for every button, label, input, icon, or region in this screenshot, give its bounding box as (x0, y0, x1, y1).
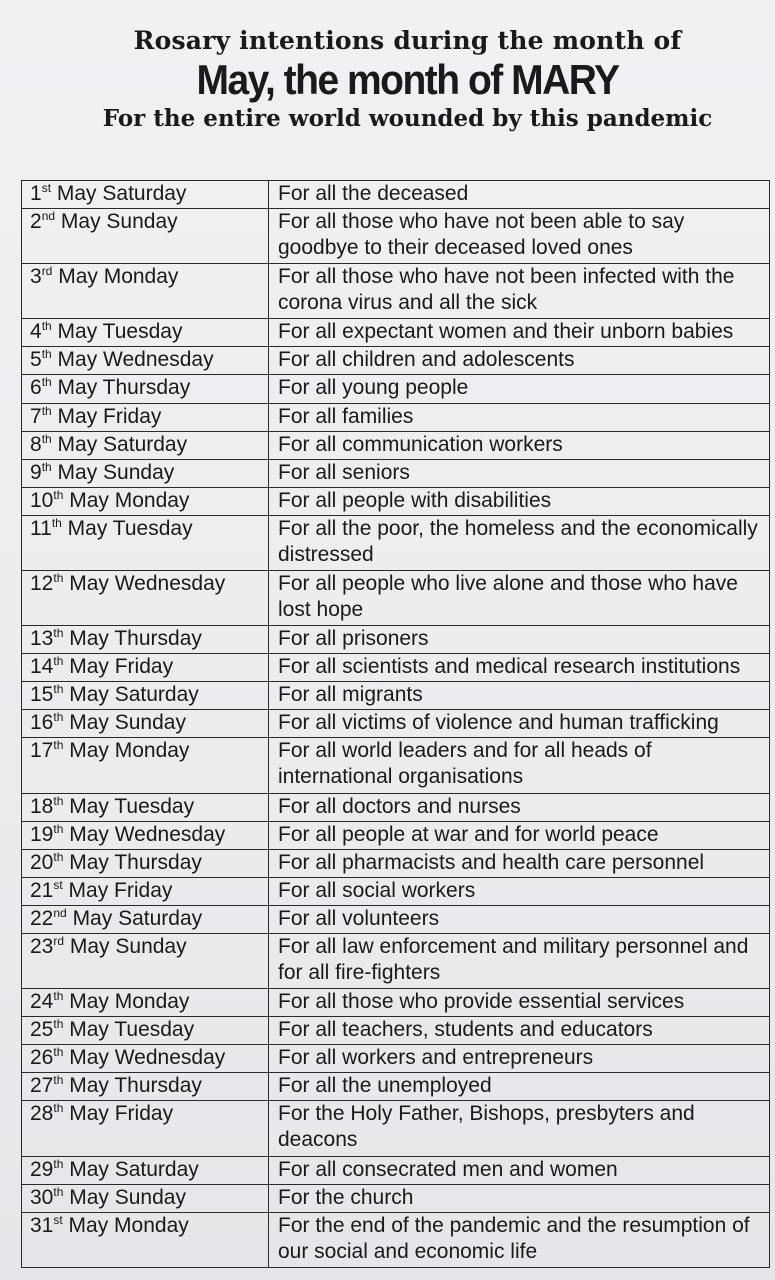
date-cell (22, 1212, 269, 1267)
intentions-table (21, 180, 770, 1268)
header-subtitle: For the entire world wounded by this pandemic (102, 105, 713, 132)
intention-cell: For all children and adolescents (269, 347, 770, 375)
table-row (22, 849, 770, 877)
day-label: May Monday (69, 990, 190, 1014)
date-cell (22, 431, 269, 459)
ordinal-suffix: th (53, 682, 64, 697)
intention-cell: For all world leaders and for all heads of international organisations (269, 738, 770, 793)
intention-cell: For all consecrated men and women (269, 1156, 770, 1184)
intention-cell: For all migrants (269, 682, 770, 710)
intention-cell: For all prisoners (269, 626, 770, 654)
date-cell (22, 209, 269, 264)
table-row (22, 209, 770, 264)
date-cell (22, 905, 269, 933)
table-row (22, 319, 770, 347)
date-cell (22, 877, 269, 905)
day-number: 27 (30, 1074, 54, 1098)
ordinal-suffix: th (41, 403, 52, 418)
day-number: 10 (30, 488, 54, 512)
day-label: May Friday (57, 404, 162, 428)
intention-cell: For all expectant women and their unborn babies (269, 319, 770, 347)
ordinal-suffix: th (53, 487, 64, 502)
table-row (22, 821, 770, 849)
intention-cell: For all communication workers (269, 431, 770, 459)
ordinal-suffix: rd (53, 933, 65, 948)
intention-cell: For all scientists and medical research institutions (269, 654, 770, 682)
ordinal-suffix: st (53, 1212, 63, 1227)
date-cell (22, 849, 269, 877)
intention-cell: For the church (269, 1184, 770, 1212)
ordinal-suffix: nd (53, 905, 67, 920)
intention-cell: For all volunteers (269, 905, 770, 933)
date-cell (22, 682, 269, 710)
day-number: 13 (30, 627, 54, 651)
date-cell (22, 933, 269, 988)
table-row (22, 989, 770, 1017)
day-label: May Monday (68, 1213, 189, 1237)
day-label: May Friday (69, 1102, 174, 1126)
table-row (22, 1017, 770, 1045)
table-row (22, 710, 770, 738)
day-label: May Tuesday (67, 516, 193, 540)
table-row (22, 793, 770, 821)
table-row (22, 1045, 770, 1073)
day-number: 20 (30, 850, 54, 874)
table-row (22, 1101, 770, 1156)
intention-cell: For all people who live alone and those who have lost hope (269, 571, 770, 626)
date-cell (22, 459, 269, 487)
day-label: May Friday (69, 655, 174, 679)
day-label: May Sunday (57, 460, 175, 484)
day-label: May Wednesday (69, 1046, 226, 1070)
ordinal-suffix: th (53, 793, 64, 808)
intention-cell: For all victims of violence and human trafficking (269, 710, 770, 738)
page-title: May, the month of MARY (196, 57, 619, 104)
date-cell (22, 1156, 269, 1184)
intention-cell: For all the unemployed (269, 1073, 770, 1101)
table-row (22, 403, 770, 431)
day-label: May Wednesday (69, 572, 226, 595)
date-cell (22, 264, 269, 319)
day-label: May Tuesday (69, 794, 195, 818)
day-number: 14 (30, 655, 54, 679)
day-number: 18 (30, 794, 54, 818)
table-row (22, 933, 770, 988)
table-row (22, 1073, 770, 1101)
table-row (22, 375, 770, 403)
intention-cell: For all people at war and for world peace (269, 821, 770, 849)
date-cell (22, 1017, 269, 1045)
day-label: May Monday (58, 265, 179, 289)
intention-cell: For all workers and entrepreneurs (269, 1045, 770, 1073)
day-number: 19 (30, 822, 54, 846)
date-cell (22, 347, 269, 375)
day-label: May Wednesday (57, 348, 214, 372)
date-cell (22, 821, 269, 849)
day-number: 9 (30, 460, 42, 484)
day-label: May Thursday (57, 376, 191, 400)
date-cell (22, 375, 269, 403)
date-cell (22, 515, 269, 570)
table-row (22, 626, 770, 654)
day-label: May Tuesday (57, 320, 183, 344)
ordinal-suffix: th (53, 710, 64, 725)
day-label: May Saturday (69, 683, 199, 707)
date-cell (22, 319, 269, 347)
day-number: 26 (30, 1046, 54, 1070)
intention-cell: For all teachers, students and educators (269, 1017, 770, 1045)
ordinal-suffix: th (53, 1073, 64, 1088)
ordinal-suffix: th (41, 375, 52, 390)
date-cell (22, 181, 269, 209)
ordinal-suffix: th (53, 738, 64, 753)
day-number: 6 (30, 376, 42, 400)
table-row (22, 264, 770, 319)
day-label: May Thursday (69, 850, 202, 874)
table-row (22, 1212, 770, 1267)
date-cell (22, 1045, 269, 1073)
table-row (22, 682, 770, 710)
ordinal-suffix: th (53, 989, 64, 1004)
intention-cell: For all pharmacists and health care personnel (269, 849, 770, 877)
ordinal-suffix: th (53, 654, 64, 669)
document-header (0, 26, 775, 132)
table-row (22, 347, 770, 375)
intention-cell: For all people with disabilities (269, 487, 770, 515)
date-cell (22, 738, 269, 793)
ordinal-suffix: st (53, 877, 63, 892)
intention-cell: For all law enforcement and military personnel and for all fire-fighters (269, 933, 770, 988)
day-number: 5 (30, 348, 42, 372)
day-number: 23 (30, 934, 54, 958)
day-label: May Sunday (69, 1185, 186, 1209)
intention-cell: For all those who have not been able to say goodbye to their deceased loved ones (269, 209, 770, 264)
day-number: 30 (30, 1185, 54, 1209)
day-label: May Tuesday (69, 1018, 195, 1042)
day-number: 24 (30, 990, 54, 1014)
ordinal-suffix: nd (41, 209, 56, 224)
table-row (22, 654, 770, 682)
ordinal-suffix: th (53, 1017, 64, 1032)
ordinal-suffix: th (53, 1184, 64, 1199)
day-label: May Saturday (56, 182, 187, 205)
day-number: 16 (30, 711, 54, 735)
table-row (22, 487, 770, 515)
day-number: 17 (30, 739, 54, 763)
table-row (22, 738, 770, 793)
day-label: May Thursday (69, 1074, 202, 1098)
intention-cell: For all families (269, 403, 770, 431)
day-number: 28 (30, 1102, 54, 1126)
day-number: 1 (30, 182, 42, 205)
day-number: 31 (30, 1213, 54, 1237)
table-row (22, 571, 770, 626)
date-cell (22, 571, 269, 626)
table-row (22, 431, 770, 459)
date-cell (22, 793, 269, 821)
ordinal-suffix: th (41, 459, 52, 474)
intention-cell: For the Holy Father, Bishops, presbyters and deacons (269, 1101, 770, 1156)
intentions-table-body (22, 181, 770, 1268)
ordinal-suffix: st (41, 181, 52, 195)
intention-cell: For all seniors (269, 459, 770, 487)
ordinal-suffix: th (53, 1045, 64, 1060)
day-label: May Thursday (69, 627, 202, 651)
intention-cell: For all social workers (269, 877, 770, 905)
table-row (22, 1156, 770, 1184)
table-row (22, 1184, 770, 1212)
date-cell (22, 403, 269, 431)
intention-cell: For all the deceased (269, 181, 770, 209)
day-number: 25 (30, 1018, 54, 1042)
ordinal-suffix: rd (41, 264, 53, 279)
ordinal-suffix: th (53, 626, 64, 641)
day-number: 22 (30, 906, 54, 930)
day-label: May Sunday (60, 210, 178, 234)
ordinal-suffix: th (53, 1156, 64, 1171)
intention-cell: For all doctors and nurses (269, 793, 770, 821)
ordinal-suffix: th (41, 319, 52, 334)
table-row (22, 459, 770, 487)
day-label: May Saturday (72, 906, 203, 930)
date-cell (22, 1073, 269, 1101)
day-label: May Sunday (69, 934, 187, 958)
table-row (22, 181, 770, 209)
date-cell (22, 626, 269, 654)
day-label: May Saturday (57, 432, 188, 456)
ordinal-suffix: th (53, 571, 64, 585)
intention-cell: For all young people (269, 375, 770, 403)
intention-cell: For the end of the pandemic and the resumption of our social and economic life (269, 1212, 770, 1267)
date-cell (22, 1184, 269, 1212)
day-label: May Monday (69, 739, 190, 763)
date-cell (22, 989, 269, 1017)
date-cell (22, 710, 269, 738)
ordinal-suffix: th (53, 849, 64, 864)
day-number: 4 (30, 320, 42, 344)
intention-cell: For all the poor, the homeless and the economically distressed (269, 515, 770, 570)
day-label: May Saturday (69, 1157, 199, 1181)
day-label: May Sunday (69, 711, 186, 735)
day-number: 7 (30, 404, 42, 428)
day-number: 12 (30, 572, 54, 595)
day-number: 21 (30, 878, 54, 902)
ordinal-suffix: th (41, 431, 52, 446)
intention-cell: For all those who provide essential services (269, 989, 770, 1017)
ordinal-suffix: th (53, 1101, 64, 1116)
ordinal-suffix: th (41, 347, 52, 362)
day-number: 2 (30, 210, 42, 234)
table-row (22, 515, 770, 570)
date-cell (22, 487, 269, 515)
day-number: 8 (30, 432, 42, 456)
day-number: 3 (30, 265, 42, 289)
date-cell (22, 1101, 269, 1156)
day-number: 15 (30, 683, 54, 707)
day-number: 29 (30, 1157, 54, 1181)
table-row (22, 905, 770, 933)
intention-cell: For all those who have not been infected with the corona virus and all the sick (269, 264, 770, 319)
ordinal-suffix: th (53, 821, 64, 836)
day-number: 11 (30, 516, 52, 540)
header-line-1: Rosary intentions during the month of (133, 26, 682, 55)
day-label: May Monday (69, 488, 190, 512)
day-label: May Friday (68, 878, 173, 902)
day-label: May Wednesday (69, 822, 226, 846)
table-row (22, 877, 770, 905)
date-cell (22, 654, 269, 682)
ordinal-suffix: th (51, 515, 62, 530)
